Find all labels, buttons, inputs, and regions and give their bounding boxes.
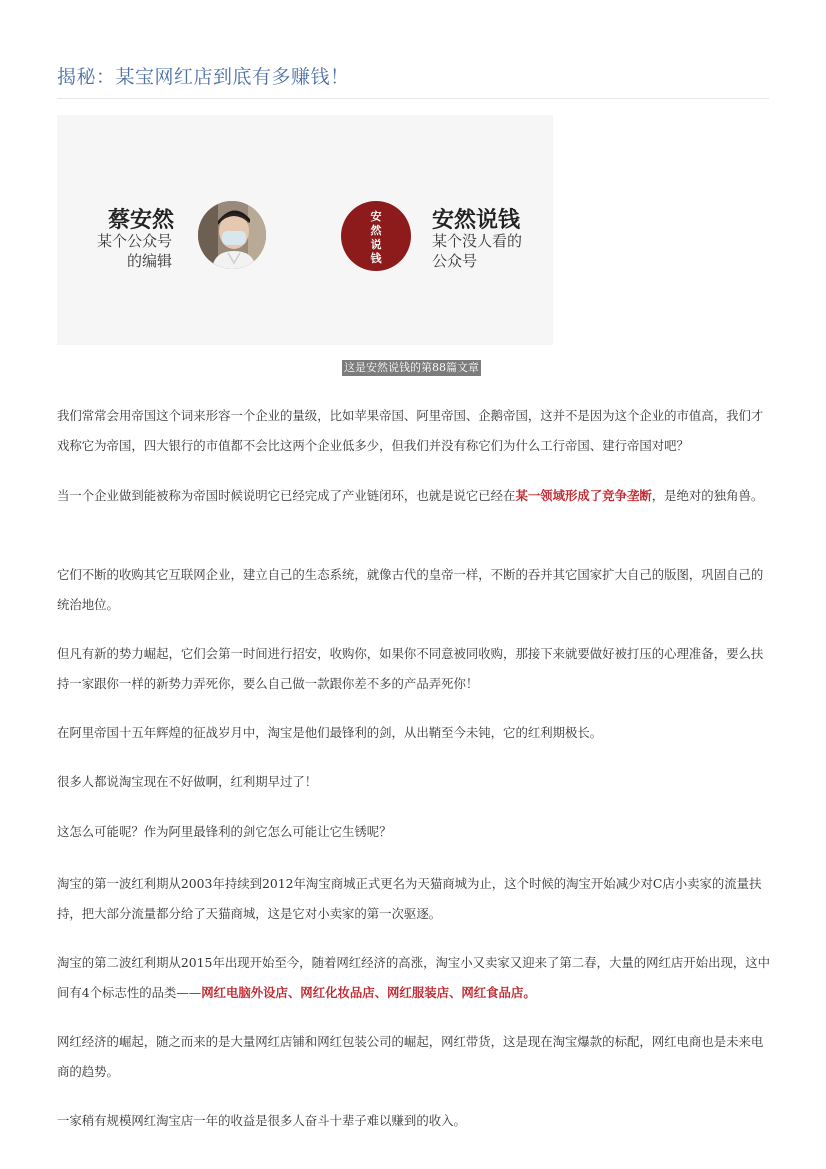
paragraph-2-text-a: 当一个企业做到能被称为帝国时候说明它已经完成了产业链闭环，也就是说它已经在 [57, 488, 516, 503]
paragraph-1: 我们常常会用帝国这个词来形容一个企业的量级，比如苹果帝国、阿里帝国、企鹅帝国，这并不是因为这个企业的市值高，我们才戏称它为帝国，四大银行的市值都不会比这两个企业低多少，但我们并没有称它们为什么工行帝国、建行帝国对吧？ [57, 408, 764, 453]
paragraph-5: 在阿里帝国十五年辉煌的征战岁月中，淘宝是他们最锋利的剑，从出鞘至今未钝，它的红利期极长。 [57, 725, 603, 740]
seal-char-3: 说 [370, 238, 382, 251]
paragraph-2-highlight: 某一领域形成了竞争垄断 [515, 488, 652, 503]
title-divider [57, 98, 769, 99]
paragraph-9 [57, 948, 771, 1008]
article-title: 揭秘：某宝网红店到底有多赚钱！ [57, 66, 350, 88]
brand-seal-logo [341, 201, 411, 271]
paragraph-2-text-b: ，是绝对的独角兽。 [651, 488, 764, 503]
paragraph-2 [57, 481, 771, 511]
paragraph-7: 这怎么可能呢？作为阿里最锋利的剑它怎么可能让它生锈呢？ [57, 824, 392, 839]
paragraph-9-highlight: 网红电脑外设店、网红化妆品店、网红服装店、网红食品店。 [201, 985, 536, 1000]
paragraph-6: 很多人都说淘宝现在不好做啊，红利期早过了！ [57, 774, 318, 789]
paragraph-3: 它们不断的收购其它互联网企业，建立自己的生态系统，就像古代的皇帝一样，不断的吞并其它国家扩大自己的版图，巩固自己的统治地位。 [57, 567, 764, 612]
header-banner [57, 115, 553, 345]
brand-desc-line-2: 公众号 [432, 252, 478, 270]
paragraph-10: 网红经济的崛起，随之而来的是大量网红店铺和网红包装公司的崛起，网红带货，这是现在淘宝爆款的标配，网红电商也是未来电商的趋势。 [57, 1034, 764, 1079]
paragraph-9-text: 淘宝的第二波红利期从2015年出现开始至今，随着网红经济的高涨，淘宝小又卖家又迎来了第二春，大量的网红店开始出现，这中间有4个标志性的品类—— [57, 955, 771, 1000]
seal-char-2: 然 [370, 224, 382, 237]
author-desc-line-2: 的编辑 [127, 252, 173, 270]
paragraph-4: 但凡有新的势力崛起，它们会第一时间进行招安，收购你，如果你不同意被同收购，那接下来就要做好被打压的心理准备，要么扶持一家跟你一样的新势力弄死你，要么自己做一款跟你差不多的产品弄死你！ [57, 646, 764, 691]
brand-name: 安然说钱 [432, 208, 521, 233]
seal-char-1: 安 [370, 210, 382, 223]
article-count-caption: 这是安然说钱的第88篇文章 [344, 361, 479, 374]
author-desc-line-1: 某个公众号 [97, 232, 173, 250]
seal-char-4: 钱 [370, 252, 382, 265]
paragraph-11: 一家稍有规模网红淘宝店一年的收益是很多人奋斗十辈子难以赚到的收入。 [57, 1113, 466, 1128]
paragraph-8: 淘宝的第一波红利期从2003年持续到2012年淘宝商城正式更名为天猫商城为止，这个时候的淘宝开始减少对C店小卖家的流量扶持，把大部分流量都分给了天猫商城，这是它对小卖家的第一次驱逐。 [57, 876, 762, 921]
brand-desc-line-1: 某个没人看的 [432, 232, 523, 250]
author-avatar [198, 201, 266, 269]
author-name: 蔡安然 [108, 208, 175, 233]
